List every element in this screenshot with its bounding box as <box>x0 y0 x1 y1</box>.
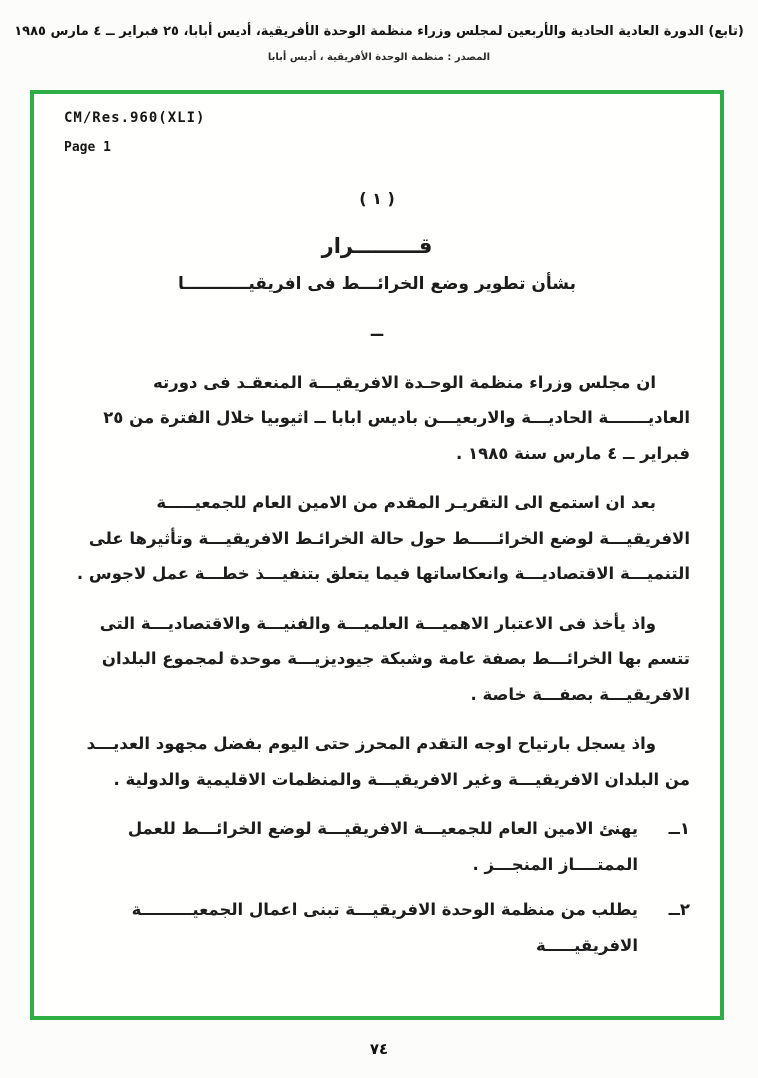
source-line: المصدر : منظمة الوحدة الأفريقية ، أديس أبابا <box>267 52 491 63</box>
footer-page-number: ٧٤ <box>369 1040 389 1058</box>
item-number: ٢ــ <box>668 900 690 920</box>
paragraph: واذ يسجل بارتياح اوجه التقدم المحرز حتى اليوم بفضل مجهود العديـــد من البلدان الافريقيـــة وغير الافريقيـــة والمنظمات الاقليمية والدولية . <box>86 734 690 789</box>
resolution-item <box>64 811 690 882</box>
section-number: ( ١ ) <box>359 189 395 208</box>
item-text: يهنئ الامين العام للجمعيـــة الافريقيـــة لوضع الخرائـــط للعمل الممتــــاز المنجـــز . <box>127 819 638 874</box>
session-header-line: (تابع) الدورة العادية الحادية والأربعين لمجلس وزراء منظمة الوحدة الأفريقية، أديس أبابا، ٢٥ فبراير ــ ٤ مارس ١٩٨٥ <box>14 24 744 39</box>
title-divider: ــ <box>370 320 384 341</box>
resolution-title: قـــــــــرار <box>321 234 433 258</box>
item-text: يطلب من منظمة الوحدة الافريقيـــة تبنى اعمال الجمعيـــــــــة الافريقيـــــة <box>131 900 638 955</box>
resolution-subtitle: بشأن تطوير وضع الخرائـــط فى افريقيـــــــــــا <box>178 274 576 294</box>
document-reference: CM/Res.960(XLI) <box>64 110 206 126</box>
paragraph: ان مجلس وزراء منظمة الوحـدة الافريقيـــة المنعقـد فى دورته العاديـــــــة الحاديـــة والاربعيـــن باديس ابابا ــ اثيوبيا خلال الفترة من ٢٥ فبراير ــ ٤ مارس سنة ١٩٨٥ . <box>103 373 690 463</box>
item-number: ١ــ <box>668 819 690 839</box>
paragraph: واذ يأخذ فى الاعتبار الاهميـــة العلميـــة والفنيـــة والاقتصاديـــة التى تتسم بها الخرائـــط بصفة عامة وشبكة جيوديزيـــة موحدة لمجموع البلدان الافريقيـــة بصفـــة خاصة . <box>99 613 690 704</box>
document-page-label: Page 1 <box>64 140 111 155</box>
resolution-item <box>64 892 690 963</box>
scanned-document-frame <box>30 90 724 1020</box>
paragraph: بعد ان استمع الى التقريـر المقدم من الامين العام للجمعيـــــة الافريقيـــة لوضع الخرائـــــط حول حالة الخرائـط الافريقيـــة وتأثيرها على التنميـــة الاقتصاديـــة وانعكاساتها فيما يتعلق بتنفيـــذ خطـــة عمل لاجوس . <box>76 493 690 584</box>
resolution-body <box>64 365 690 963</box>
